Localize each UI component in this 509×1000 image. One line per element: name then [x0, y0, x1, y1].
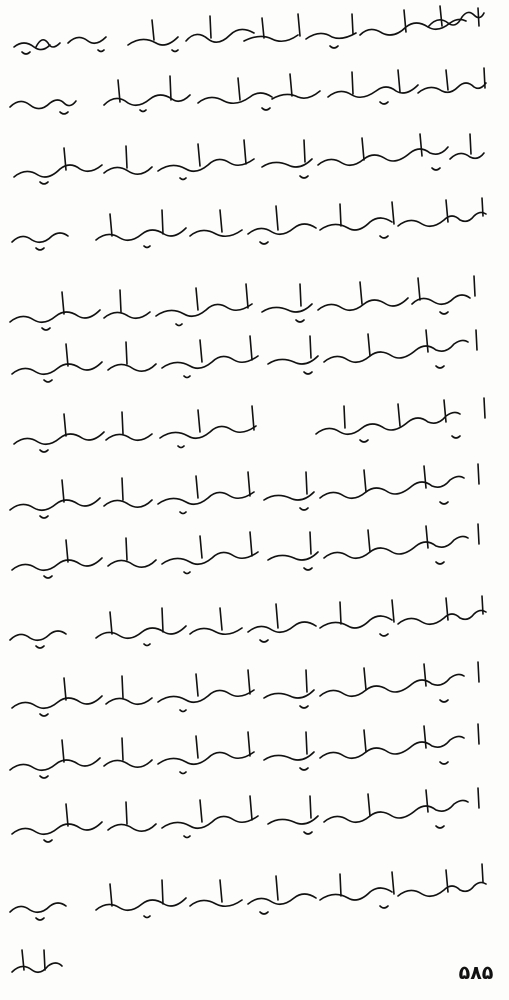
manuscript-line-6: [12, 330, 477, 382]
manuscript-line-13: [12, 788, 479, 842]
manuscript-line-11: [12, 662, 479, 716]
manuscript-line-5: [10, 276, 475, 330]
manuscript-closing-word: [12, 950, 62, 972]
manuscript-line-10: [10, 596, 486, 648]
manuscript-line-4: [12, 198, 486, 250]
manuscript-line-9: [12, 524, 479, 578]
manuscript-line-14: [10, 864, 486, 920]
manuscript-line-8: [10, 464, 479, 518]
manuscript-line-7: [14, 398, 485, 452]
manuscript-line-2: [10, 68, 486, 114]
manuscript-line-3: [14, 134, 484, 184]
manuscript-line-12: [10, 724, 479, 778]
manuscript-line-1: [14, 6, 484, 54]
page-number: ۵۸۵: [458, 962, 494, 984]
